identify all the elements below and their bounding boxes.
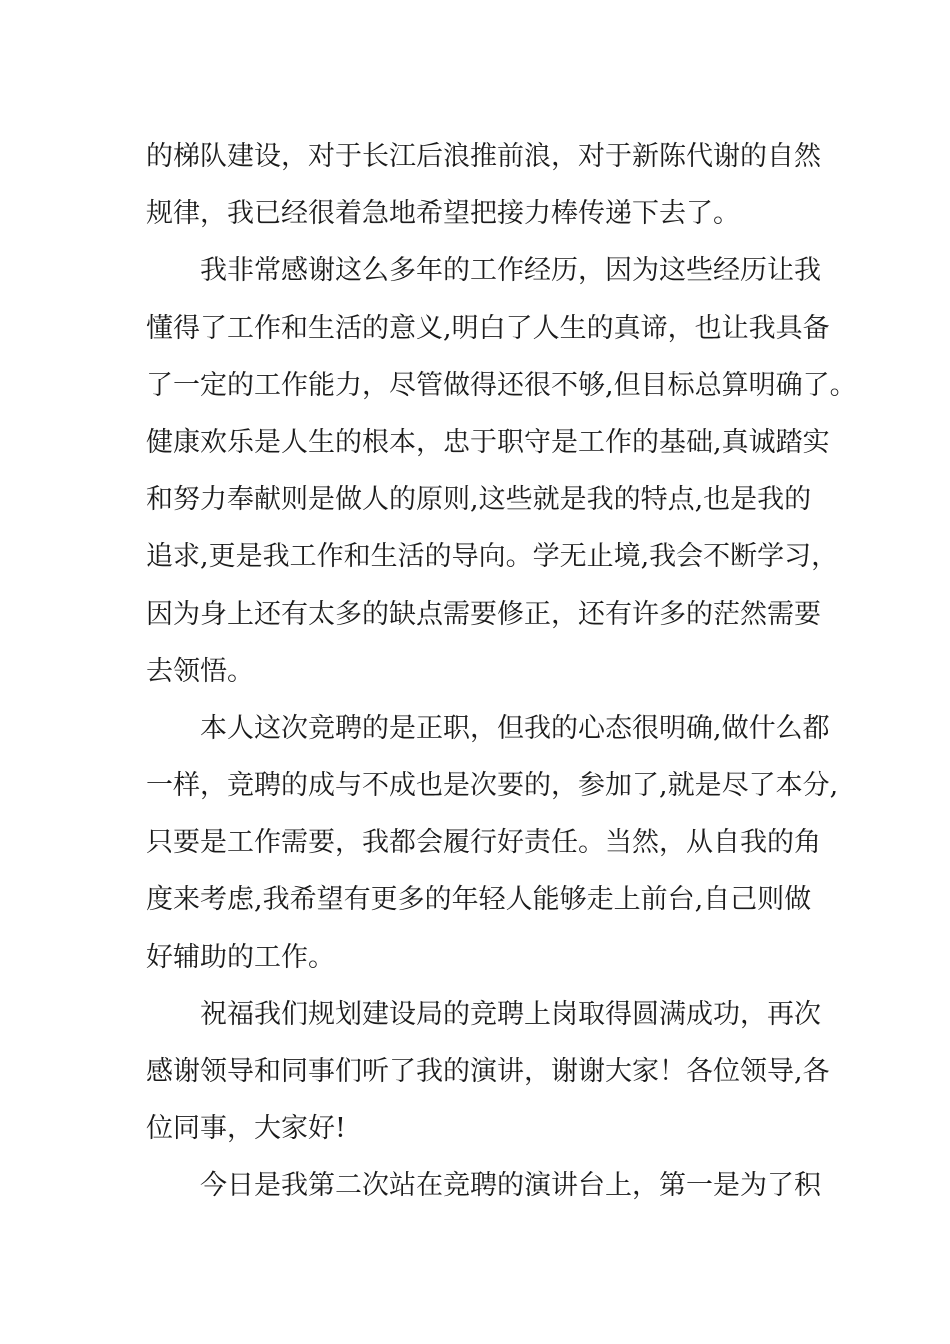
text-line: 懂得了工作和生活的意义,明白了人生的真谛，也让我具备 bbox=[146, 312, 830, 344]
text-line: 感谢领导和同事们听了我的演讲，谢谢大家！各位领导,各 bbox=[146, 1056, 830, 1087]
text-line: 追求,更是我工作和生活的导向。学无止境,我会不断学习， bbox=[146, 541, 839, 573]
text-line: 去领悟。 bbox=[146, 655, 254, 687]
text-line: 健康欢乐是人生的根本，忠于职守是工作的基础,真诚踏实 bbox=[146, 426, 830, 458]
text-line: 一样，竞聘的成与不成也是次要的，参加了,就是尽了本分, bbox=[146, 770, 839, 802]
text-line: 本人这次竞聘的是正职，但我的心态很明确,做什么都 bbox=[200, 712, 830, 744]
text-line: 规律，我已经很着急地希望把接力棒传递下去了。 bbox=[146, 198, 740, 230]
text-line: 祝福我们规划建设局的竞聘上岗取得圆满成功，再次 bbox=[200, 998, 821, 1030]
text-line: 的梯队建设，对于长江后浪推前浪，对于新陈代谢的自然 bbox=[146, 141, 821, 172]
text-line: 度来考虑,我希望有更多的年轻人能够走上前台,自己则做 bbox=[146, 884, 812, 916]
text-line: 今日是我第二次站在竞聘的演讲台上，第一是为了积 bbox=[200, 1170, 821, 1202]
text-line: 因为身上还有太多的缺点需要修正，还有许多的茫然需要 bbox=[146, 598, 821, 630]
text-line: 我非常感谢这么多年的工作经历，因为这些经历让我 bbox=[200, 255, 821, 287]
text-line: 只要是工作需要，我都会履行好责任。当然，从自我的角 bbox=[146, 827, 821, 859]
document-body bbox=[146, 128, 857, 1215]
text-line: 位同事，大家好! bbox=[146, 1113, 346, 1145]
text-line: 好辅助的工作。 bbox=[146, 941, 335, 973]
text-line: 了一定的工作能力，尽管做得还很不够,但目标总算明确了。 bbox=[146, 369, 857, 401]
text-line: 和努力奉献则是做人的原则,这些就是我的特点,也是我的 bbox=[146, 484, 812, 516]
